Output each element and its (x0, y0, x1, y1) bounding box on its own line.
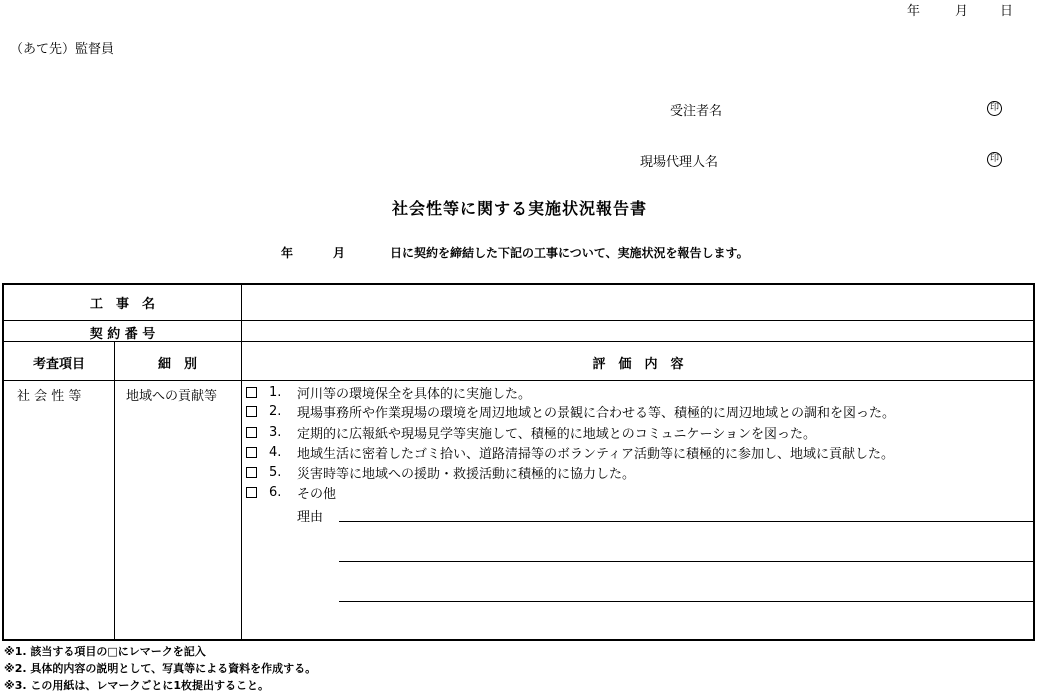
check-item-text: 河川等の環境保全を具体的に実施した。 (297, 386, 532, 402)
checkbox[interactable] (246, 387, 257, 398)
check-item[interactable]: 2. 現場事務所や作業現場の環境を周辺地域との景観に合わせる等、積極的に周辺地域との調和を図った。 (246, 401, 895, 421)
check-item-text: 災害時等に地域への援助・救援活動に積極的に協力した。 (297, 466, 636, 482)
intro-text: 日に契約を締結した下記の工事について、実施状況を報告します。 (390, 246, 749, 260)
checkbox[interactable] (246, 427, 257, 438)
check-item-text: 定期的に広報紙や現場見学等実施して、積極的に地域とのコミュニケーションを図った。 (297, 426, 816, 442)
intro-month: 月 (333, 246, 346, 260)
reason-line[interactable] (339, 521, 1035, 522)
reason-label: 理由 (297, 510, 324, 525)
seal-icon: 印 (987, 152, 1002, 167)
check-item[interactable]: 1. 河川等の環境保全を具体的に実施した。 (246, 382, 531, 402)
row-divider (4, 380, 1035, 381)
checkbox[interactable] (246, 487, 257, 498)
reason-line[interactable] (339, 561, 1035, 562)
check-item[interactable]: 3. 定期的に広報紙や現場見学等実施して、積極的に地域とのコミュニケーションを図った。 (246, 422, 816, 442)
checkbox[interactable] (246, 467, 257, 478)
check-item[interactable]: 6. その他 (246, 482, 336, 502)
date-month: 月 (955, 4, 969, 19)
document-title: 社会性等に関する実施状況報告書 (391, 199, 647, 218)
checkbox[interactable] (246, 447, 257, 458)
footnote: ※2. 具体的内容の説明として、写真等による資料を作成する。 (4, 662, 317, 675)
work-name-label: 工 事 名 (89, 297, 155, 312)
col-divider (241, 285, 242, 639)
reason-line[interactable] (339, 601, 1035, 602)
col-divider (114, 341, 115, 639)
check-item-text: 現場事務所や作業現場の環境を周辺地域との景観に合わせる等、積極的に周辺地域との調和を図った。 (297, 405, 896, 421)
footnote: ※3. この用紙は、レマークごとに1枚提出すること。 (4, 679, 270, 692)
contract-no-label: 契 約 番 号 (89, 327, 156, 342)
intro-year: 年 (281, 246, 294, 260)
seal-icon: 印 (987, 101, 1002, 116)
addressee: （あて先）監督員 (10, 42, 115, 57)
row-divider (4, 320, 1035, 321)
col-header-detail: 細 別 (157, 357, 197, 372)
detail-value: 地域への貢献等 (126, 389, 218, 404)
footnote: ※1. 該当する項目の□にレマークを記入 (4, 645, 206, 658)
item-value: 社 会 性 等 (17, 389, 82, 404)
agent-label: 現場代理人名 (640, 155, 719, 170)
check-item[interactable]: 5. 災害時等に地域への援助・救援活動に積極的に協力した。 (246, 462, 635, 482)
col-header-evaluation: 評 価 内 容 (592, 357, 684, 372)
check-item-text: 地域生活に密着したゴミ拾い、道路清掃等のボランティア活動等に積極的に参加し、地域に貢献した。 (297, 446, 894, 462)
contractor-label: 受注者名 (670, 104, 723, 119)
col-header-item: 考査項目 (32, 357, 85, 372)
checkbox[interactable] (246, 406, 257, 417)
check-item-text: その他 (297, 486, 337, 502)
date-year: 年 (907, 4, 921, 19)
date-day: 日 (1000, 4, 1014, 19)
check-item[interactable]: 4. 地域生活に密着したゴミ拾い、道路清掃等のボランティア活動等に積極的に参加し、地域に貢献した。 (246, 442, 894, 462)
